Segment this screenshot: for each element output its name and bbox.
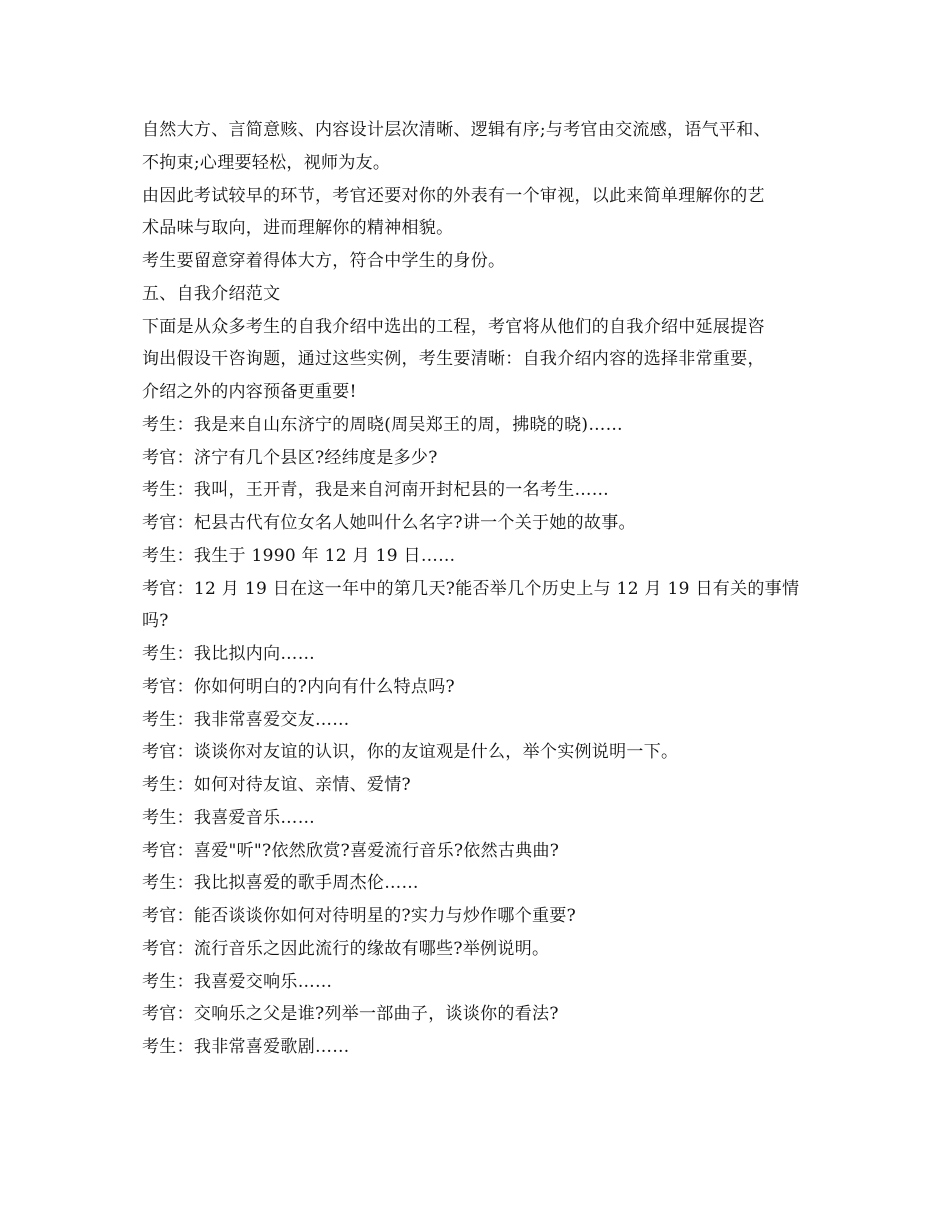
- text-line: 自然大方、言简意赅、内容设计层次清晰、逻辑有序;与考官由交流感，语气平和、: [142, 120, 771, 140]
- text-line: 介绍之外的内容预备更重要!: [142, 382, 357, 402]
- document-body: [142, 114, 832, 1064]
- dialogue-line: 考官：流行音乐之因此流行的缘故有哪些?举例说明。: [142, 938, 550, 959]
- dialogue-line: 考官：交响乐之父是谁?列举一部曲子，谈谈你的看法?: [142, 1004, 559, 1025]
- dialogue-line: 考生：我生于 1990 年 12 月 19 日……: [142, 545, 456, 566]
- dialogue-line: 考官：杞县古代有位女名人她叫什么名字?讲一个关于她的故事。: [142, 513, 636, 533]
- dialogue-line: 考生：我非常喜爱歌剧……: [142, 1037, 350, 1057]
- dialogue-line: 考生：我喜爱交响乐……: [142, 971, 333, 992]
- text-line: 不拘束;心理要轻松，视师为友。: [142, 152, 391, 173]
- text-line: 由因此考试较早的环节，考官还要对你的外表有一个审视，以此来简单理解你的艺: [142, 185, 765, 206]
- dialogue-line: 考生：我非常喜爱交友……: [142, 709, 350, 730]
- text-line: 术品味与取向，进而理解你的精神相貌。: [142, 218, 454, 239]
- dialogue-line: 考生：我叫，王开青，我是来自河南开封杞县的一名考生……: [142, 480, 610, 501]
- text-line: 询出假设干咨询题，通过这些实例，考生要清晰：自我介绍内容的选择非常重要，: [142, 349, 765, 370]
- dialogue-line: 考生：我是来自山东济宁的周晓(周吴郑王的周，拂晓的晓)……: [142, 414, 623, 435]
- dialogue-line: 考生：我喜爱音乐……: [142, 807, 315, 828]
- dialogue-line: 考官：喜爱"听"?依然欣赏?喜爱流行音乐?依然古典曲?: [142, 840, 560, 861]
- text-line: 下面是从众多考生的自我介绍中选出的工程，考官将从他们的自我介绍中延展提咨: [142, 316, 765, 337]
- dialogue-line: 考生：如何对待友谊、亲情、爱情?: [142, 775, 411, 795]
- dialogue-line: 考官：济宁有几个县区?经纬度是多少?: [142, 447, 438, 468]
- dialogue-line: 考官：能否谈谈你如何对待明星的?实力与炒作哪个重要?: [142, 906, 577, 926]
- dialogue-line: 考官：谈谈你对友谊的认识，你的友谊观是什么，举个实例说明一下。: [142, 742, 679, 763]
- section-heading: 五、自我介绍范文: [142, 283, 281, 304]
- dialogue-line: 考生：我比拟内向……: [142, 644, 315, 664]
- dialogue-line: 考官：12 月 19 日在这一年中的第几天?能否举几个历史上与 12 月 19 日有关的事情: [142, 578, 800, 599]
- text-line: 考生要留意穿着得体大方，符合中学生的身份。: [142, 251, 506, 271]
- dialogue-line: 吗?: [142, 611, 169, 632]
- dialogue-line: 考官：你如何明白的?内向有什么特点吗?: [142, 676, 455, 697]
- dialogue-line: 考生：我比拟喜爱的歌手周杰伦……: [142, 873, 419, 894]
